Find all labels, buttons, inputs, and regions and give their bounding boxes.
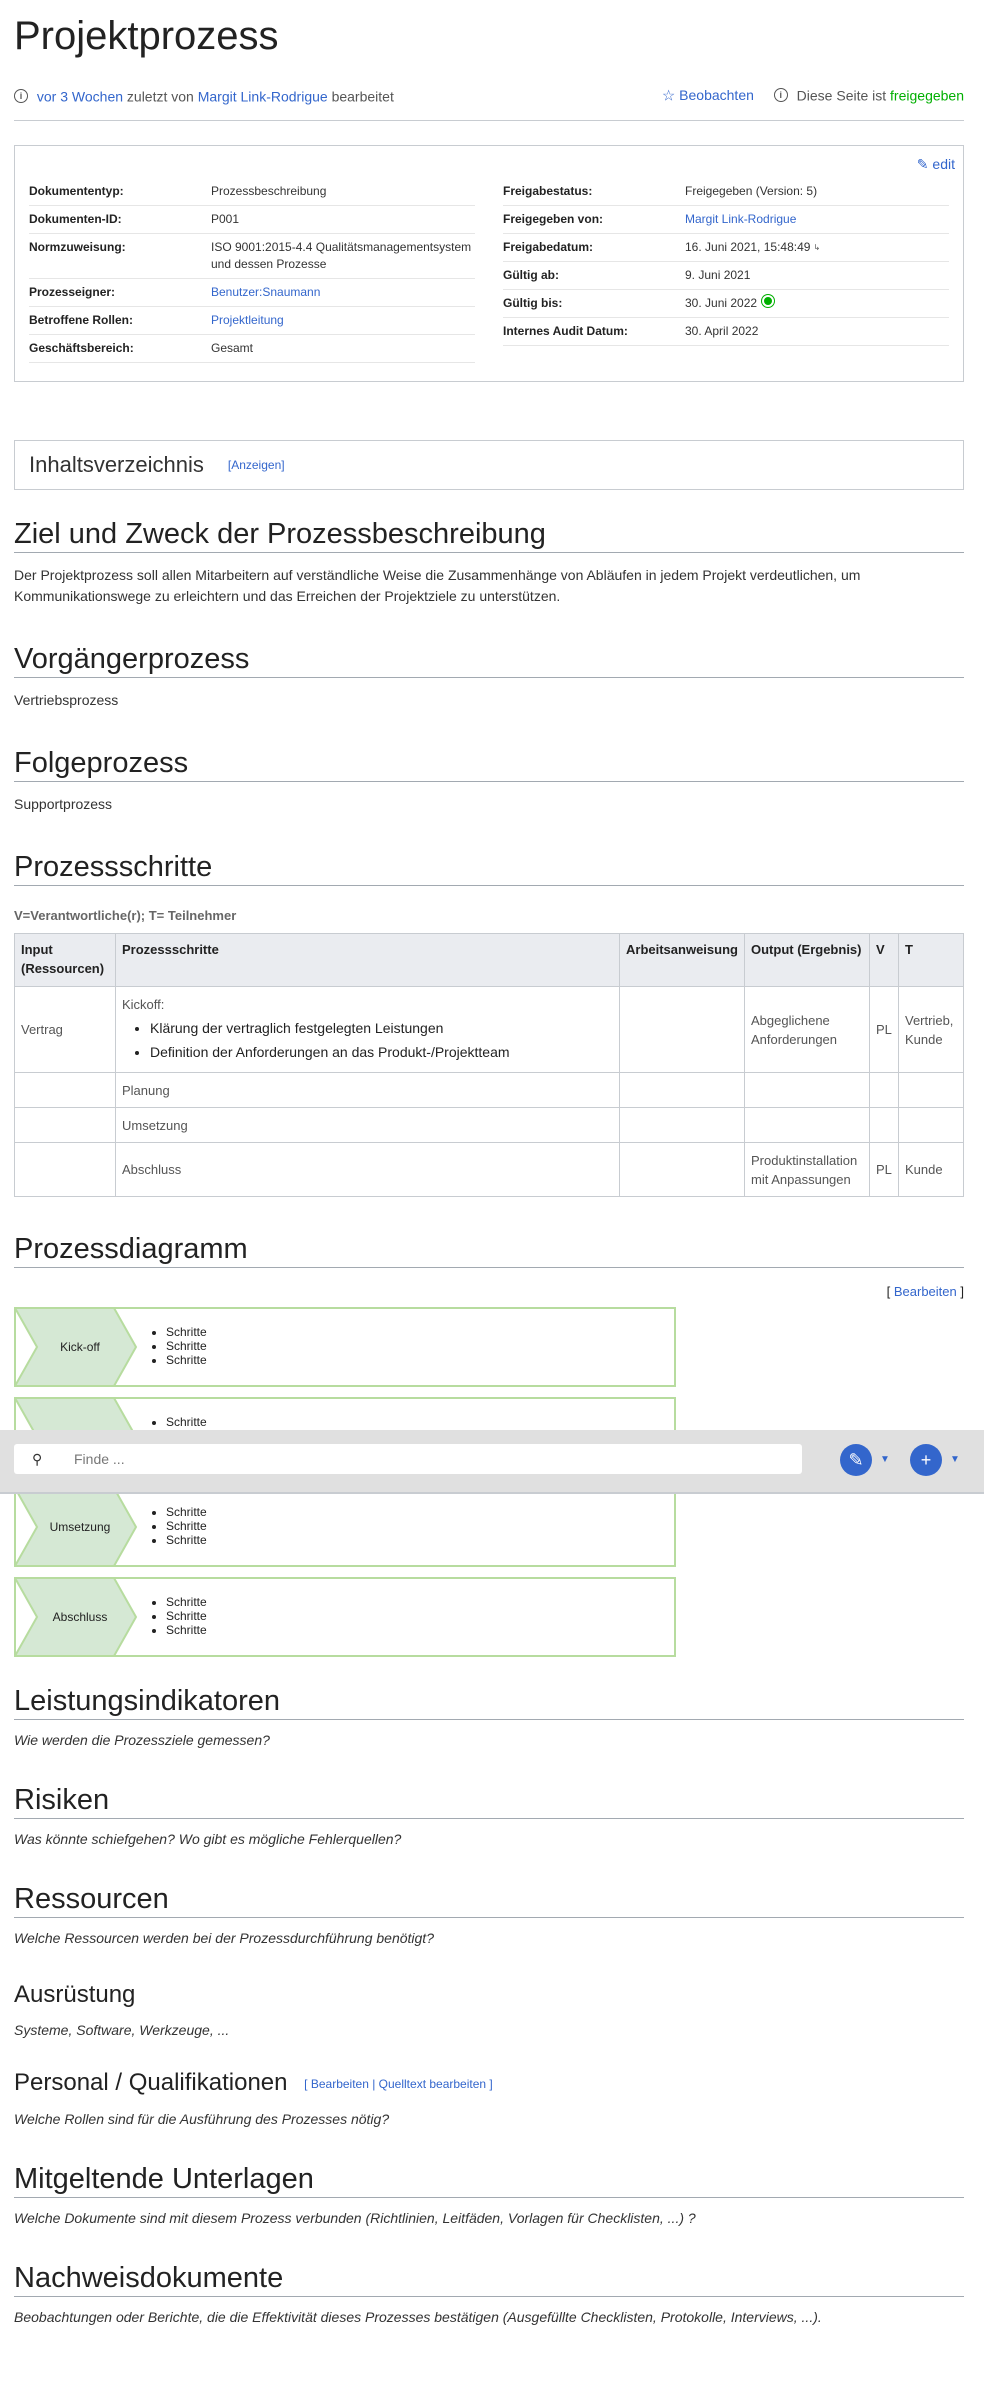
document-infobox (14, 145, 964, 382)
section-personal: Personal / Qualifikationen [ Bearbeiten | Quelltext bearbeiten ] Welche Rollen sind für die Ausführung des Prozesses nötig? (14, 2069, 493, 2127)
infobox-key: Gültig bis: (503, 296, 563, 311)
list-item: • Definition der Anforderungen an das Produkt-/Projektteam (150, 1040, 613, 1064)
table-cell (620, 1143, 745, 1197)
table-header: V (870, 934, 899, 987)
table-cell: Vertrag (15, 987, 116, 1073)
info-icon: i (14, 89, 28, 103)
list-item: • Schritte (166, 1325, 207, 1339)
table-of-contents (14, 440, 964, 490)
infobox-row (29, 335, 475, 363)
star-icon[interactable]: ☆ (661, 87, 676, 105)
list-item: • Schritte (166, 1339, 207, 1353)
section-mitgeltend: Mitgeltende Unterlagen Welche Dokumente sind mit diesem Prozess verbunden (Richtlinien, Leitfäden, Vorlagen für Checklisten, ...) ? (14, 2161, 964, 2226)
table-header: Arbeitsanweisung (620, 934, 745, 987)
toc-title: Inhaltsverzeichnis (29, 452, 204, 478)
infobox-key: Freigabestatus: (503, 184, 593, 199)
diagram-step-label: Umsetzung (49, 1520, 111, 1535)
infobox-value[interactable]: Margit Link-Rodrigue (685, 212, 797, 227)
toc-toggle[interactable]: [Anzeigen] (227, 458, 285, 473)
table-row (15, 1143, 964, 1197)
list-item: • Schritte (166, 1353, 207, 1367)
infobox-value: Freigegeben (Version: 5) (685, 184, 818, 199)
list-item: • Schritte (166, 1519, 207, 1533)
list-item: • Klärung der vertraglich festgelegten Leistungen (150, 1016, 613, 1040)
infobox-right (503, 178, 949, 363)
infobox-value: 9. Juni 2021 (685, 268, 751, 283)
infobox-value[interactable]: Benutzer:Snaumann (211, 285, 321, 300)
table-header: Input (Ressourcen) (15, 934, 116, 987)
infobox-row (29, 178, 475, 206)
infobox-row (29, 279, 475, 307)
section-ressourcen: Ressourcen Welche Ressourcen werden bei der Prozessdurchführung benötigt? (14, 1881, 964, 1946)
table-cell: Kickoff: • Klärung der vertraglich festgelegten Leistungen • Definition der Anforderungen an das Produkt-/Projektteam (116, 987, 620, 1073)
table-cell: Produktinstallation mit Anpassungen (745, 1143, 870, 1197)
table-row (15, 1108, 964, 1143)
table-cell (620, 987, 745, 1073)
table-cell: Kunde (899, 1143, 964, 1197)
list-item: • Schritte (166, 1415, 207, 1429)
table-cell: Abgeglichene Anforderungen (745, 987, 870, 1073)
infobox-left (29, 178, 475, 363)
revision-link-icon[interactable]: ↳ (813, 243, 821, 253)
edit-button[interactable]: ✎ edit (916, 156, 955, 173)
list-item: • Schritte (166, 1505, 207, 1519)
table-cell (620, 1108, 745, 1143)
section-diagramm: Prozessdiagramm [ Bearbeiten ] Kick-off • Schritte • Schritte • Schritte • Schritte • • Umsetzung • Schritte • Schritte • Schritte Abschluss • Schritte • Schritte • Schritte (14, 1231, 964, 1657)
table-cell (15, 1108, 116, 1143)
table-header: T (899, 934, 964, 987)
section-nachweis: Nachweisdokumente Beobachtungen oder Berichte, die die Effektivität dieses Prozesses bestätigen (Ausgefüllte Checklisten, Protokolle, Interviews, ...). (14, 2260, 964, 2325)
table-cell: PL (870, 987, 899, 1073)
last-editor-link[interactable]: Margit Link-Rodrigue (197, 87, 328, 104)
edit-menu-caret[interactable]: ▼ (880, 1454, 890, 1465)
legend: V=Verantwortliche(r); T= Teilnehmer (14, 908, 237, 924)
infobox-value: 30. Juni 2022 (685, 295, 774, 312)
infobox-value: ISO 9001:2015-4.4 Qualitätsmanagementsystem und dessen Prozesse (211, 240, 472, 272)
infobox-value: Gesamt (211, 341, 254, 356)
infobox-key: Geschäftsbereich: (29, 341, 134, 356)
section-ziel: Ziel und Zweck der Prozessbeschreibung Der Projektprozess soll allen Mitarbeitern auf verständliche Weise die Zusammenhänge von Abläufen in jedem Projekt verdeutlichen, um Kommunikationswege zu erleichtern und das Erreichen der Projektziele zu unterstützen. (14, 516, 964, 607)
heading-ziel: Ziel und Zweck der Prozessbeschreibung (14, 516, 964, 553)
table-cell (745, 1108, 870, 1143)
table-cell (620, 1073, 745, 1108)
infobox-value[interactable]: Projektleitung (211, 313, 284, 328)
page-meta: i vor 3 Wochen zuletzt von Margit Link-Rodrigue bearbeitet ☆ Beobachten i Diese Seite ist freigegeben (14, 86, 964, 104)
create-menu-caret[interactable]: ▼ (950, 1454, 960, 1465)
diagram-step-label: Kick-off (60, 1340, 100, 1355)
table-cell: Vertrieb, Kunde (899, 987, 964, 1073)
diagram-step (14, 1487, 676, 1567)
edit-action-button[interactable] (840, 1444, 872, 1476)
infobox-key: Gültig ab: (503, 268, 559, 283)
infobox-key: Prozesseigner: (29, 285, 116, 300)
diagram-step (14, 1577, 676, 1657)
pencil-icon: ✎ (848, 1449, 864, 1470)
table-cell: Abschluss (116, 1143, 620, 1197)
search-input[interactable]: ⚲ Finde ... (14, 1444, 802, 1474)
infobox-value: 30. April 2022 (685, 324, 759, 339)
section-ausruestung: Ausrüstung Systeme, Software, Werkzeuge, ... (14, 1981, 230, 2039)
infobox-key: Dokumententyp: (29, 184, 124, 199)
list-item: • Schritte (166, 1609, 207, 1623)
infobox-key: Freigegeben von: (503, 212, 604, 227)
infobox-key: Normzuweisung: (29, 240, 126, 255)
infobox-row (503, 178, 949, 206)
infobox-row (29, 234, 475, 279)
page-title: Projektprozess (14, 14, 279, 58)
table-row (15, 1073, 964, 1108)
table-cell (15, 1143, 116, 1197)
section-leistung: Leistungsindikatoren Wie werden die Prozessziele gemessen? (14, 1683, 964, 1748)
table-cell (899, 1073, 964, 1108)
table-cell (745, 1073, 870, 1108)
infobox-row (503, 262, 949, 290)
infobox-row (503, 318, 949, 346)
section-folge: Folgeprozess Supportprozess (14, 745, 964, 815)
table-cell: PL (870, 1143, 899, 1197)
table-header: Prozessschritte (116, 934, 620, 987)
infobox-row (503, 290, 949, 318)
valid-status-icon (762, 295, 774, 307)
list-item: • Schritte (166, 1595, 207, 1609)
create-action-button[interactable] (910, 1444, 942, 1476)
infobox-row (503, 206, 949, 234)
table-row (15, 987, 964, 1073)
infobox-row (29, 307, 475, 335)
search-icon: ⚲ (32, 1451, 43, 1467)
diagram-edit-link[interactable]: Bearbeiten (893, 1284, 957, 1300)
list-item: • Schritte (166, 1623, 207, 1637)
pencil-icon: ✎ (916, 156, 929, 173)
status-info-icon: i (774, 88, 788, 102)
infobox-value: Prozessbeschreibung (211, 184, 327, 199)
personal-edit-links[interactable]: [ Bearbeiten | Quelltext bearbeiten ] (304, 2076, 493, 2091)
status-badge: freigegeben (890, 87, 964, 104)
table-cell (15, 1073, 116, 1108)
infobox-value: P001 (211, 212, 240, 227)
watch-button[interactable]: Beobachten (679, 87, 754, 104)
table-cell (870, 1073, 899, 1108)
floating-search-bar (0, 1430, 984, 1494)
infobox-value: 16. Juni 2021, 15:48:49 ↳ (685, 240, 821, 255)
infobox-key: Freigabedatum: (503, 240, 594, 255)
section-prozessschritte: Prozessschritte V=Verantwortliche(r); T= Teilnehmer Input (Ressourcen) Prozessschritte Arbeitsanweisung Output (Ergebnis) V T Vertrag Kickoff: • Klärung der vertraglich festgelegten Leistungen • Definition der Anforderungen an das Produkt-/Projektteam Abgeglichene Anforderungen PL Vertrieb, Kunde Planung Umsetzung Abschluss Produktinstallation mit Anpassungen PL Kunde (14, 849, 964, 1197)
plus-icon: + (920, 1449, 932, 1470)
table-header: Output (Ergebnis) (745, 934, 870, 987)
infobox-key: Dokumenten-ID: (29, 212, 122, 227)
infobox-key: Betroffene Rollen: (29, 313, 134, 328)
diagram-step-label: Abschluss (52, 1610, 108, 1625)
section-risiken: Risiken Was könnte schiefgehen? Wo gibt es mögliche Fehlerquellen? (14, 1782, 964, 1847)
section-vorgaenger: Vorgängerprozess Vertriebsprozess (14, 641, 964, 711)
table-cell (870, 1108, 899, 1143)
infobox-key: Internes Audit Datum: (503, 324, 628, 339)
infobox-row (503, 234, 949, 262)
infobox-row (29, 206, 475, 234)
table-cell: Planung (116, 1073, 620, 1108)
table-cell: Umsetzung (116, 1108, 620, 1143)
revision-time-link[interactable]: vor 3 Wochen (36, 87, 124, 104)
list-item: • Schritte (166, 1533, 207, 1547)
diagram-step (14, 1307, 676, 1387)
table-cell (899, 1108, 964, 1143)
page-content (14, 0, 964, 2325)
steps-table (14, 933, 964, 1197)
divider (14, 120, 964, 121)
